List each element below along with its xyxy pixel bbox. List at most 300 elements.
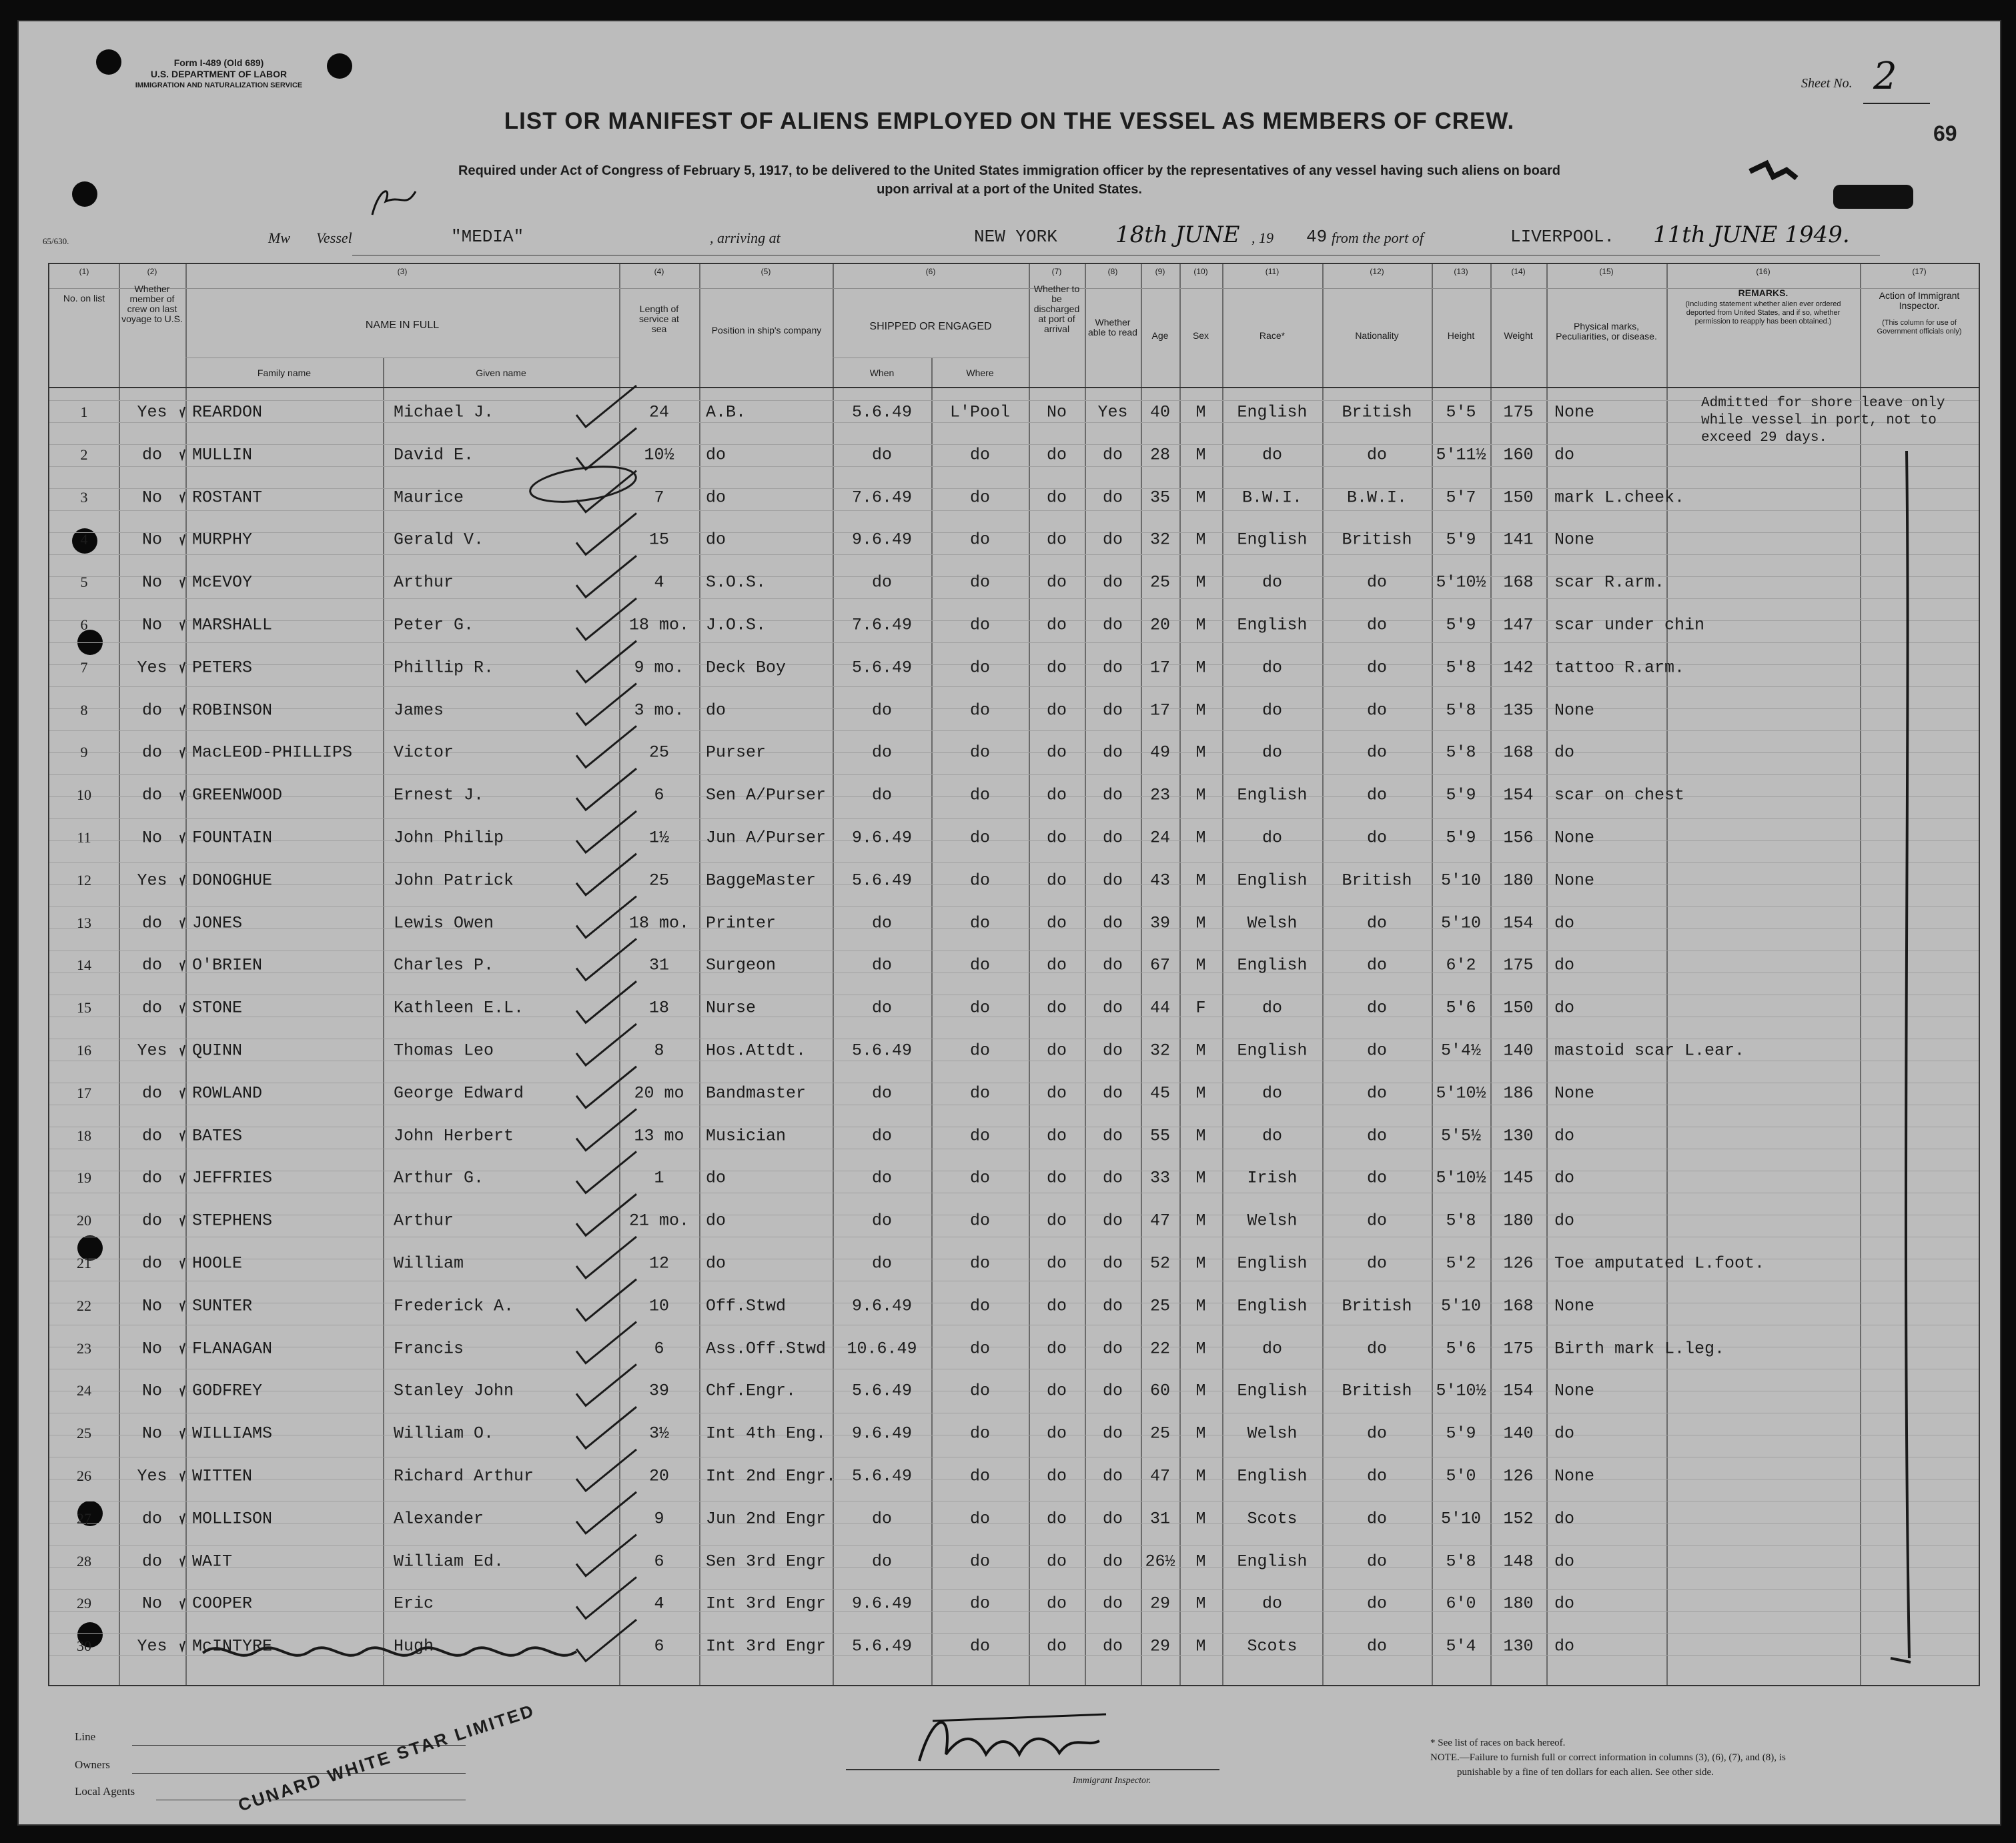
cell-prev: No bbox=[141, 1296, 162, 1316]
cell-when: 5.6.49 bbox=[851, 1381, 912, 1401]
cell-disch: do bbox=[1046, 1466, 1067, 1486]
cell-when: do bbox=[871, 1126, 892, 1146]
cell-prev: do bbox=[141, 785, 162, 805]
ink-blot bbox=[1746, 158, 1800, 185]
handwriting-overlay bbox=[49, 264, 1979, 1685]
cell-length: 9 bbox=[654, 1509, 664, 1529]
year-prefix: , 19 bbox=[1251, 229, 1274, 246]
cell-age: 23 bbox=[1149, 785, 1170, 805]
cell-length: 10½ bbox=[644, 445, 674, 465]
cell-no: 25 bbox=[77, 1425, 91, 1442]
cell-weight: 140 bbox=[1503, 1041, 1534, 1061]
cell-no: 11 bbox=[77, 829, 91, 846]
cell-family: REARDON bbox=[192, 402, 263, 422]
cell-no: 10 bbox=[77, 786, 91, 804]
cell-family: WITTEN bbox=[192, 1466, 253, 1486]
redaction-mark bbox=[1833, 185, 1913, 209]
cell-marks: do bbox=[1554, 445, 1575, 465]
cell-length: 3½ bbox=[648, 1423, 669, 1443]
cell-family: ROSTANT bbox=[192, 488, 263, 508]
cell-weight: 180 bbox=[1503, 1211, 1534, 1231]
crew-table bbox=[48, 263, 1980, 1686]
cell-prev: Yes bbox=[137, 402, 167, 422]
departure-date: 11th JUNE 1949. bbox=[1653, 221, 1850, 248]
cell-read: do bbox=[1102, 445, 1123, 465]
col-number: (16) bbox=[1756, 267, 1771, 276]
cell-sex: M bbox=[1195, 658, 1206, 678]
cell-disch: do bbox=[1046, 828, 1067, 848]
cell-read: do bbox=[1102, 1168, 1123, 1188]
cell-where: do bbox=[969, 913, 990, 933]
cell-when: do bbox=[871, 955, 892, 975]
tick-mark bbox=[180, 1513, 185, 1523]
cell-marks: Toe amputated L.foot. bbox=[1554, 1253, 1765, 1273]
cell-prev: do bbox=[141, 1211, 162, 1231]
cell-family: JONES bbox=[192, 913, 243, 933]
cell-sex: M bbox=[1195, 1083, 1206, 1103]
cell-position: S.O.S. bbox=[706, 572, 767, 592]
cell-race: do bbox=[1262, 1126, 1282, 1146]
cell-position: Nurse bbox=[706, 998, 757, 1018]
cell-weight: 126 bbox=[1503, 1253, 1534, 1273]
cell-nat: do bbox=[1366, 1594, 1387, 1614]
cell-given: Maurice bbox=[394, 488, 464, 508]
cell-where: do bbox=[969, 700, 990, 720]
cell-length: 4 bbox=[654, 1594, 664, 1614]
cell-no: 24 bbox=[77, 1382, 91, 1399]
tick-mark bbox=[180, 407, 185, 416]
header-height: Height bbox=[1447, 330, 1475, 341]
cell-given: Michael J. bbox=[394, 402, 494, 422]
cell-read: do bbox=[1102, 1211, 1123, 1231]
cell-where: do bbox=[969, 955, 990, 975]
cell-age: 25 bbox=[1149, 1423, 1170, 1443]
cell-read: do bbox=[1102, 530, 1123, 550]
cell-nat: do bbox=[1366, 445, 1387, 465]
check-mark bbox=[576, 726, 636, 767]
cell-read: do bbox=[1102, 658, 1123, 678]
cell-race: English bbox=[1237, 530, 1308, 550]
cell-weight: 147 bbox=[1503, 615, 1534, 635]
cell-nat: do bbox=[1366, 700, 1387, 720]
cell-height: 5'4½ bbox=[1440, 1041, 1481, 1061]
check-mark bbox=[576, 981, 636, 1023]
cell-when: 9.6.49 bbox=[851, 1296, 912, 1316]
cell-nat: British bbox=[1342, 870, 1412, 890]
check-mark bbox=[576, 768, 636, 810]
cell-position: Deck Boy bbox=[706, 658, 787, 678]
cell-family: FLANAGAN bbox=[192, 1339, 273, 1359]
cell-height: 5'5½ bbox=[1440, 1126, 1481, 1146]
header-name-in-full: NAME IN FULL bbox=[365, 320, 440, 331]
cell-age: 43 bbox=[1149, 870, 1170, 890]
cell-nat: do bbox=[1366, 1423, 1387, 1443]
cell-age: 32 bbox=[1149, 530, 1170, 550]
inspector-line bbox=[846, 1769, 1219, 1770]
cell-height: 5'9 bbox=[1446, 828, 1476, 848]
cell-marks: do bbox=[1554, 1211, 1575, 1231]
remarks-admitted: Admitted for shore leave only while vessel in port, not to exceed 29 days. bbox=[1701, 396, 1945, 446]
cell-race: English bbox=[1237, 1466, 1308, 1486]
cell-disch: do bbox=[1046, 955, 1067, 975]
cell-weight: 150 bbox=[1503, 488, 1534, 508]
tick-mark bbox=[180, 1173, 185, 1182]
cell-position: Purser bbox=[706, 742, 767, 762]
cell-race: do bbox=[1262, 572, 1282, 592]
cell-weight: 150 bbox=[1503, 998, 1534, 1018]
company-stamp: CUNARD WHITE STAR LIMITED bbox=[235, 1700, 538, 1816]
cell-race: do bbox=[1262, 742, 1282, 762]
cell-position: Musician bbox=[706, 1126, 787, 1146]
cell-given: John Herbert bbox=[394, 1126, 514, 1146]
vessel-prefix: Mw bbox=[268, 229, 290, 246]
cell-no: 15 bbox=[77, 999, 91, 1017]
sheet-number: 2 bbox=[1873, 55, 1897, 98]
cell-when: do bbox=[871, 1211, 892, 1231]
cell-marks: do bbox=[1554, 1636, 1575, 1656]
cell-when: 9.6.49 bbox=[851, 828, 912, 848]
cell-family: MOLLISON bbox=[192, 1509, 273, 1529]
cell-position: Int 3rd Engr bbox=[706, 1636, 827, 1656]
cell-sex: M bbox=[1195, 1509, 1206, 1529]
cell-no: 29 bbox=[77, 1595, 91, 1612]
cell-age: 39 bbox=[1149, 913, 1170, 933]
cell-height: 5'0 bbox=[1446, 1466, 1476, 1486]
cell-position: Surgeon bbox=[706, 955, 777, 975]
cell-length: 39 bbox=[648, 1381, 669, 1401]
cell-age: 26½ bbox=[1145, 1552, 1175, 1572]
cell-sex: M bbox=[1195, 955, 1206, 975]
cell-height: 5'9 bbox=[1446, 1423, 1476, 1443]
cell-no: 28 bbox=[77, 1552, 91, 1570]
cell-disch: do bbox=[1046, 785, 1067, 805]
cell-where: do bbox=[969, 1339, 990, 1359]
cell-race: B.W.I. bbox=[1241, 488, 1302, 508]
cell-given: Francis bbox=[394, 1339, 464, 1359]
cell-where: do bbox=[969, 742, 990, 762]
cell-no: 7 bbox=[80, 658, 88, 676]
cell-age: 29 bbox=[1149, 1594, 1170, 1614]
cell-read: do bbox=[1102, 785, 1123, 805]
cell-read: do bbox=[1102, 828, 1123, 848]
cell-marks: Birth mark L.leg. bbox=[1554, 1339, 1725, 1359]
cell-read: do bbox=[1102, 1636, 1123, 1656]
col-number: (10) bbox=[1193, 267, 1208, 276]
cell-race: English bbox=[1237, 955, 1308, 975]
handwritten-initials bbox=[366, 181, 419, 229]
cell-given: Alexander bbox=[394, 1509, 484, 1529]
cell-weight: 148 bbox=[1503, 1552, 1534, 1572]
cell-where: do bbox=[969, 615, 990, 635]
cell-where: do bbox=[969, 870, 990, 890]
cell-height: 5'10½ bbox=[1436, 1083, 1486, 1103]
header-age: Age bbox=[1151, 330, 1169, 341]
header-length-of-service: Length of service at sea bbox=[639, 303, 679, 334]
cell-sex: M bbox=[1195, 700, 1206, 720]
tick-mark bbox=[180, 832, 185, 842]
cell-when: do bbox=[871, 913, 892, 933]
cell-prev: No bbox=[141, 828, 162, 848]
cell-when: do bbox=[871, 572, 892, 592]
cell-read: do bbox=[1102, 488, 1123, 508]
cell-marks: None bbox=[1554, 1296, 1595, 1316]
cell-read: do bbox=[1102, 870, 1123, 890]
cell-no: 26 bbox=[77, 1467, 91, 1484]
cell-disch: do bbox=[1046, 1339, 1067, 1359]
cell-when: 5.6.49 bbox=[851, 1466, 912, 1486]
cell-age: 20 bbox=[1149, 615, 1170, 635]
cell-marks: None bbox=[1554, 700, 1595, 720]
punch-hole bbox=[327, 53, 352, 79]
cell-marks: do bbox=[1554, 998, 1575, 1018]
cell-family: COOPER bbox=[192, 1594, 253, 1614]
cell-family: GREENWOOD bbox=[192, 785, 283, 805]
cell-given: Kathleen E.L. bbox=[394, 998, 524, 1018]
cell-nat: do bbox=[1366, 1126, 1387, 1146]
cell-age: 47 bbox=[1149, 1211, 1170, 1231]
cell-disch: do bbox=[1046, 615, 1067, 635]
tick-mark bbox=[180, 1385, 185, 1395]
cell-nat: do bbox=[1366, 1168, 1387, 1188]
penalty-note-2: punishable by a fine of ten dollars for each alien. See other side. bbox=[1457, 1767, 1714, 1778]
check-mark bbox=[576, 1535, 636, 1576]
cell-sex: M bbox=[1195, 1253, 1206, 1273]
check-mark bbox=[576, 1194, 636, 1235]
cell-age: 47 bbox=[1149, 1466, 1170, 1486]
check-mark bbox=[576, 641, 636, 682]
cell-prev: do bbox=[141, 1168, 162, 1188]
department: U.S. DEPARTMENT OF LABOR bbox=[150, 69, 288, 79]
cell-weight: 175 bbox=[1503, 402, 1534, 422]
owners-label: Owners bbox=[75, 1758, 110, 1771]
cell-weight: 175 bbox=[1503, 1339, 1534, 1359]
penalty-note-1: NOTE.—Failure to furnish full or correct information in columns (3), (6), (7), and (8), is bbox=[1430, 1752, 1786, 1763]
cell-sex: M bbox=[1195, 1423, 1206, 1443]
header-previous-crew: Whether member of crew on last voyage to U.S. bbox=[121, 283, 183, 324]
cell-given: Thomas Leo bbox=[394, 1041, 494, 1061]
cell-weight: 180 bbox=[1503, 870, 1534, 890]
cell-sex: M bbox=[1195, 1296, 1206, 1316]
cell-sex: M bbox=[1195, 785, 1206, 805]
cell-length: 6 bbox=[654, 1636, 664, 1656]
cell-where: do bbox=[969, 785, 990, 805]
check-mark bbox=[576, 1364, 636, 1405]
cell-where: do bbox=[969, 1296, 990, 1316]
cell-sex: M bbox=[1195, 1552, 1206, 1572]
cell-sex: M bbox=[1195, 1126, 1206, 1146]
cell-when: do bbox=[871, 1552, 892, 1572]
cell-marks: do bbox=[1554, 1423, 1575, 1443]
cell-given: Phillip R. bbox=[394, 658, 494, 678]
cell-weight: 154 bbox=[1503, 1381, 1534, 1401]
cell-given: William bbox=[394, 1253, 464, 1273]
header-action: Action of Immigrant Inspector. bbox=[1879, 290, 1960, 311]
cell-family: STEPHENS bbox=[192, 1211, 273, 1231]
cell-position: Int 4th Eng. bbox=[706, 1423, 827, 1443]
cell-race: English bbox=[1237, 1041, 1308, 1061]
cell-family: QUINN bbox=[192, 1041, 243, 1061]
cell-nat: do bbox=[1366, 998, 1387, 1018]
cell-length: 6 bbox=[654, 1339, 664, 1359]
tick-mark bbox=[180, 1088, 185, 1097]
check-mark bbox=[576, 598, 636, 640]
cell-age: 32 bbox=[1149, 1041, 1170, 1061]
cell-weight: 175 bbox=[1503, 955, 1534, 975]
cell-when: 9.6.49 bbox=[851, 1594, 912, 1614]
cell-sex: M bbox=[1195, 828, 1206, 848]
cell-prev: No bbox=[141, 615, 162, 635]
cell-position: Jun 2nd Engr bbox=[706, 1509, 827, 1529]
cell-sex: M bbox=[1195, 742, 1206, 762]
cell-read: do bbox=[1102, 1423, 1123, 1443]
cell-age: 49 bbox=[1149, 742, 1170, 762]
cell-read: do bbox=[1102, 1552, 1123, 1572]
cell-read: do bbox=[1102, 1041, 1123, 1061]
cell-read: do bbox=[1102, 1339, 1123, 1359]
cell-no: 13 bbox=[77, 914, 91, 931]
cell-age: 24 bbox=[1149, 828, 1170, 848]
cell-read: do bbox=[1102, 572, 1123, 592]
cell-race: do bbox=[1262, 998, 1282, 1018]
subtitle bbox=[19, 161, 2000, 199]
cell-disch: do bbox=[1046, 870, 1067, 890]
cell-when: do bbox=[871, 445, 892, 465]
cell-race: do bbox=[1262, 828, 1282, 848]
cell-weight: 140 bbox=[1503, 1423, 1534, 1443]
cell-nat: do bbox=[1366, 1509, 1387, 1529]
departure-port: LIVERPOOL. bbox=[1510, 227, 1615, 247]
header-nationality: Nationality bbox=[1355, 330, 1399, 341]
cell-age: 17 bbox=[1149, 700, 1170, 720]
cell-no: 17 bbox=[77, 1084, 91, 1101]
cell-marks: do bbox=[1554, 955, 1575, 975]
inspector-label: Immigrant Inspector. bbox=[1073, 1776, 1151, 1786]
cell-nat: do bbox=[1366, 1083, 1387, 1103]
cell-sex: M bbox=[1195, 488, 1206, 508]
cell-length: 1½ bbox=[648, 828, 669, 848]
cell-length: 18 mo. bbox=[628, 913, 689, 933]
cell-position: do bbox=[706, 1211, 726, 1231]
subtitle-line-1: Required under Act of Congress of February 5, 1917, to be delivered to the United States immigration officer by the representatives of any vessel having such aliens on board bbox=[458, 163, 1560, 178]
cell-height: 5'10 bbox=[1440, 913, 1481, 933]
cell-no: 22 bbox=[77, 1297, 91, 1314]
cell-prev: No bbox=[141, 530, 162, 550]
cell-race: English bbox=[1237, 1552, 1308, 1572]
vessel-name: "MEDIA" bbox=[451, 227, 524, 247]
tick-mark bbox=[180, 577, 185, 586]
cell-nat: British bbox=[1342, 530, 1412, 550]
cell-marks: mastoid scar L.ear. bbox=[1554, 1041, 1745, 1061]
cell-position: Printer bbox=[706, 913, 777, 933]
cell-read: do bbox=[1102, 615, 1123, 635]
col-number: (1) bbox=[79, 267, 89, 276]
cell-disch: do bbox=[1046, 1509, 1067, 1529]
cell-weight: 152 bbox=[1503, 1509, 1534, 1529]
cell-age: 22 bbox=[1149, 1339, 1170, 1359]
header-family-name: Family name bbox=[257, 368, 312, 378]
cell-sex: M bbox=[1195, 445, 1206, 465]
cell-race: Irish bbox=[1247, 1168, 1298, 1188]
cell-disch: do bbox=[1046, 1253, 1067, 1273]
cell-where: do bbox=[969, 445, 990, 465]
cell-sex: M bbox=[1195, 1041, 1206, 1061]
cell-family: MULLIN bbox=[192, 445, 253, 465]
cell-disch: do bbox=[1046, 1296, 1067, 1316]
cell-sex: M bbox=[1195, 615, 1206, 635]
cell-weight: 168 bbox=[1503, 572, 1534, 592]
check-mark bbox=[576, 939, 636, 980]
punch-hole bbox=[96, 49, 121, 75]
cell-weight: 135 bbox=[1503, 700, 1534, 720]
header-able-to-read: Whether able to read bbox=[1088, 317, 1137, 338]
cell-race: do bbox=[1262, 1083, 1282, 1103]
arriving-label: , arriving at bbox=[710, 229, 781, 246]
cell-nat: do bbox=[1366, 1253, 1387, 1273]
line-label: Line bbox=[75, 1730, 96, 1743]
cell-where: do bbox=[969, 1211, 990, 1231]
cell-where: do bbox=[969, 1594, 990, 1614]
tick-mark bbox=[180, 1003, 185, 1012]
from-port-label: from the port of bbox=[1332, 229, 1424, 246]
tick-mark bbox=[180, 1258, 185, 1267]
arrival-date: 18th JUNE bbox=[1115, 221, 1240, 248]
cell-where: do bbox=[969, 1381, 990, 1401]
page-number: 69 bbox=[1933, 121, 1957, 145]
cell-prev: do bbox=[141, 1253, 162, 1273]
cell-weight: 186 bbox=[1503, 1083, 1534, 1103]
cell-nat: do bbox=[1366, 1339, 1387, 1359]
cell-height: 5'11½ bbox=[1436, 445, 1486, 465]
cell-when: 9.6.49 bbox=[851, 530, 912, 550]
inspector-signature bbox=[906, 1701, 1119, 1774]
cell-height: 6'2 bbox=[1446, 955, 1476, 975]
cell-where: do bbox=[969, 1552, 990, 1572]
cell-height: 5'7 bbox=[1446, 488, 1476, 508]
check-mark bbox=[576, 1322, 636, 1363]
tick-mark bbox=[180, 705, 185, 714]
cell-marks: None bbox=[1554, 1381, 1595, 1401]
cell-position: do bbox=[706, 1168, 726, 1188]
cell-sex: M bbox=[1195, 402, 1206, 422]
cell-given: Peter G. bbox=[394, 615, 474, 635]
cell-given: Frederick A. bbox=[394, 1296, 514, 1316]
header-where: Where bbox=[966, 368, 994, 378]
cell-weight: 130 bbox=[1503, 1126, 1534, 1146]
cell-length: 1 bbox=[654, 1168, 664, 1188]
cell-race: do bbox=[1262, 1339, 1282, 1359]
cell-height: 5'10 bbox=[1440, 1509, 1481, 1529]
col-number: (11) bbox=[1265, 267, 1280, 276]
cell-race: do bbox=[1262, 700, 1282, 720]
cell-race: do bbox=[1262, 1594, 1282, 1614]
cell-position: A.B. bbox=[706, 402, 746, 422]
cell-weight: 160 bbox=[1503, 445, 1534, 465]
cell-sex: M bbox=[1195, 913, 1206, 933]
cell-no: 21 bbox=[77, 1255, 91, 1271]
cell-given: Ernest J. bbox=[394, 785, 484, 805]
cell-where: do bbox=[969, 1168, 990, 1188]
cell-no: 4 bbox=[80, 531, 88, 548]
header-position: Position in ship's company bbox=[711, 325, 822, 336]
cell-age: 17 bbox=[1149, 658, 1170, 678]
check-mark bbox=[576, 1109, 636, 1151]
sheet-underline bbox=[1863, 103, 1930, 104]
cell-weight: 142 bbox=[1503, 658, 1534, 678]
cell-marks: None bbox=[1554, 1466, 1595, 1486]
cell-marks: do bbox=[1554, 1509, 1575, 1529]
cell-length: 8 bbox=[654, 1041, 664, 1061]
cell-position: do bbox=[706, 700, 726, 720]
